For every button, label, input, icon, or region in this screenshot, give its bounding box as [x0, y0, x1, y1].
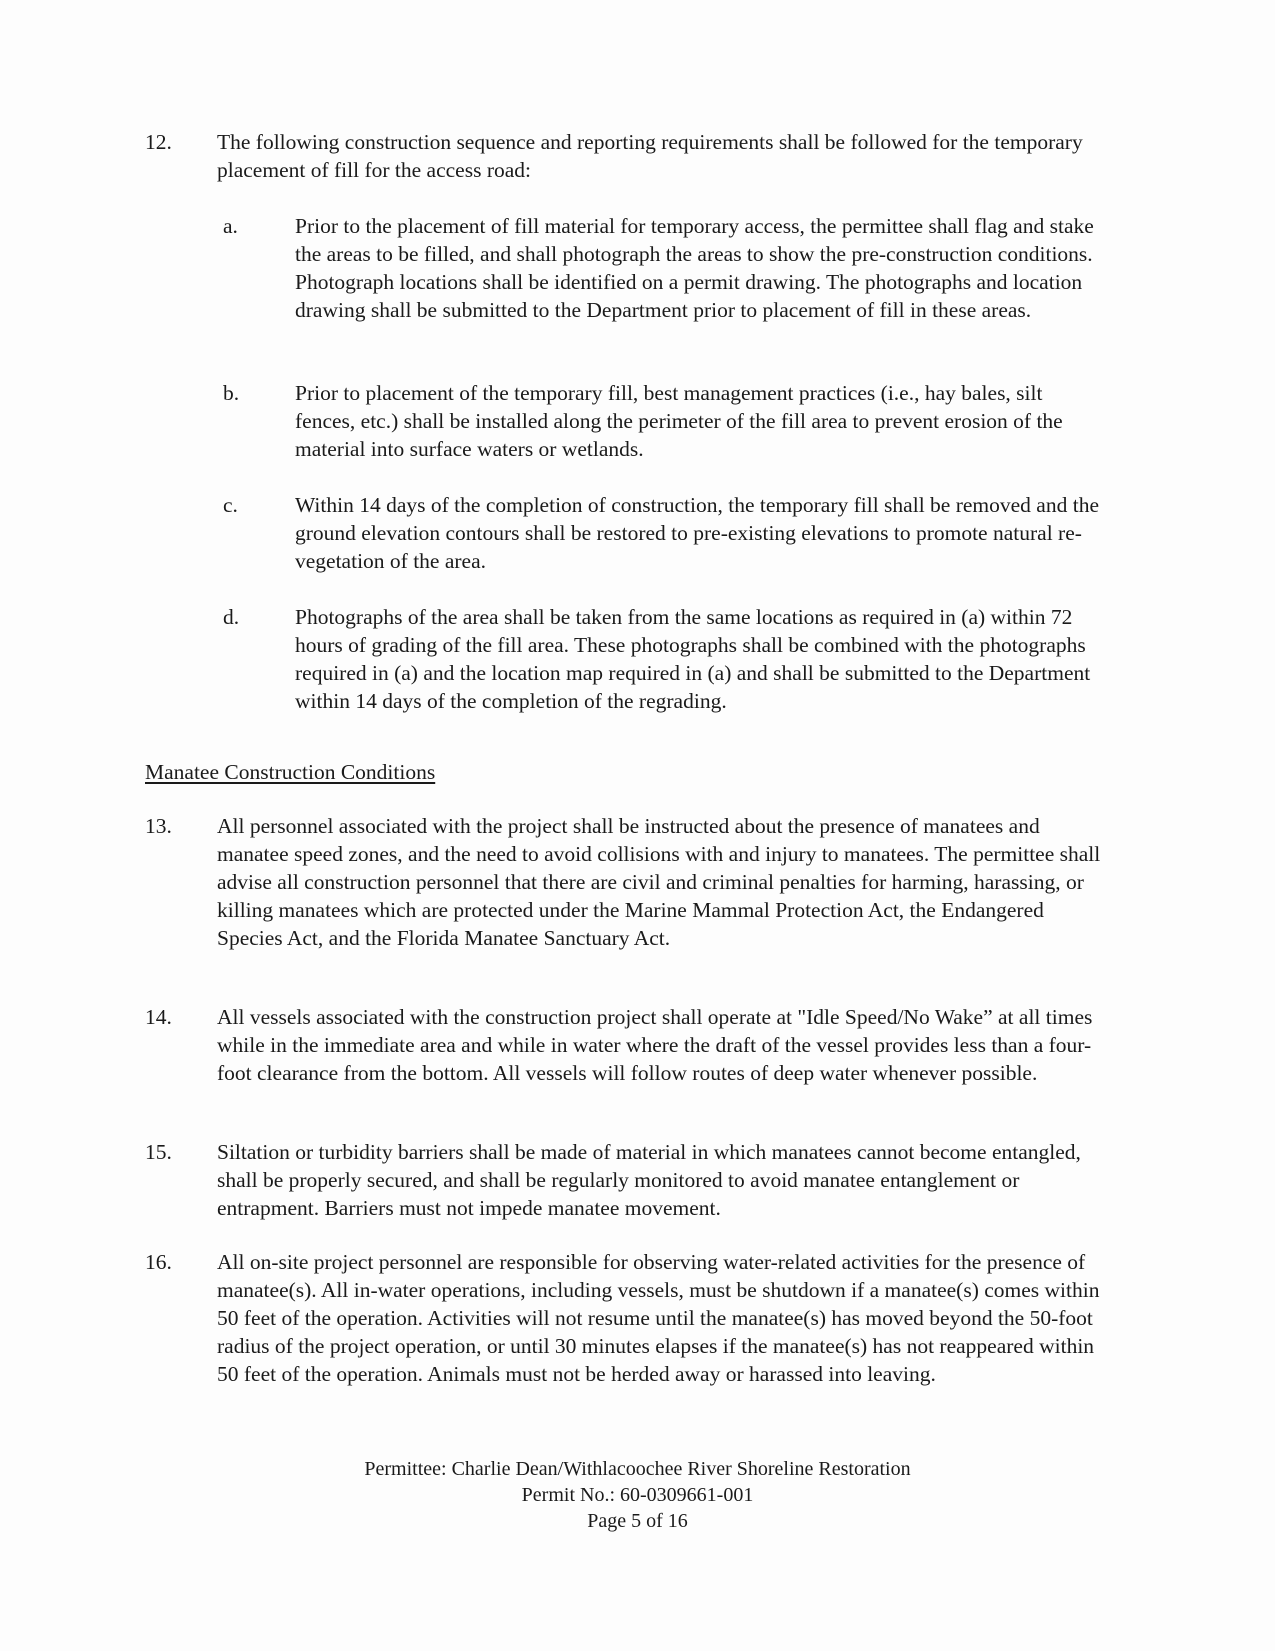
condition-text: All vessels associated with the construction project shall operate at "Idle Speed/No Wake” at all times while in the immediate area and while in water where the draft of the vessel provides less than a four-foot clearance from the bottom. All vessels will follow routes of deep water whenever possible. — [217, 1005, 1093, 1085]
condition-text: All personnel associated with the project shall be instructed about the presence of manatees and manatee speed zones, and the need to avoid collisions with and injury to manatees. The permittee shall advise all construction personnel that there are civil and criminal penalties for harming, harassing, or killing manatees which are protected under the Marine Mammal Protection Act, the Endangered Species Act, and the Florida Manatee Sanctuary Act. — [217, 814, 1101, 950]
subcondition-text: Within 14 days of the completion of construction, the temporary fill shall be removed and the ground elevation contours shall be restored to pre-existing elevations to promote natural re-vegetation of the area. — [295, 493, 1099, 573]
subcondition-letter: d. — [223, 605, 240, 629]
footer-permit-number: Permit No.: 60-0309661-001 — [521, 1484, 754, 1506]
section-heading: Manatee Construction Conditions — [145, 760, 436, 784]
subcondition-letter: c. — [223, 493, 238, 517]
condition-number: 15. — [145, 1140, 172, 1164]
subcondition-letter: a. — [223, 214, 238, 238]
condition-number: 13. — [145, 814, 172, 838]
footer-permittee: Permittee: Charlie Dean/Withlacoochee River Shoreline Restoration — [364, 1458, 911, 1480]
condition-number: 12. — [145, 130, 172, 154]
condition-number: 16. — [145, 1250, 172, 1274]
subcondition-letter: b. — [223, 381, 240, 405]
subcondition-text: Photographs of the area shall be taken from the same locations as required in (a) within 72 hours of grading of the fill area. These photographs shall be combined with the photographs required in (a) and the location map required in (a) and shall be submitted to the Department within 14 days of the completion of the regrading. — [295, 605, 1091, 713]
subcondition-text: Prior to placement of the temporary fill, best management practices (i.e., hay bales, silt fences, etc.) shall be installed along the perimeter of the fill area to prevent erosion of the material into surface waters or wetlands. — [295, 381, 1063, 461]
condition-text: All on-site project personnel are responsible for observing water-related activities for the presence of manatee(s). All in-water operations, including vessels, must be shutdown if a manatee(s) comes within 50 feet of the operation. Activities will not resume until the manatee(s) has moved beyond the 50-foot radius of the project operation, or until 30 minutes elapses if the manatee(s) has not reappeared within 50 feet of the operation. Animals must not be herded away or harassed into leaving. — [217, 1250, 1100, 1386]
condition-text: The following construction sequence and reporting requirements shall be followed for the temporary placement of fill for the access road: — [217, 130, 1083, 182]
footer-page-number: Page 5 of 16 — [587, 1510, 688, 1532]
subcondition-text: Prior to the placement of fill material for temporary access, the permittee shall flag and stake the areas to be filled, and shall photograph the areas to show the pre-construction conditions. Photograph locations shall be identified on a permit drawing. The photographs and location drawing shall be submitted to the Department prior to placement of fill in these areas. — [295, 214, 1094, 322]
condition-text: Siltation or turbidity barriers shall be made of material in which manatees cannot become entangled, shall be properly secured, and shall be regularly monitored to avoid manatee entanglement or entrapment. Barriers must not impede manatee movement. — [217, 1140, 1081, 1220]
condition-number: 14. — [145, 1005, 172, 1029]
